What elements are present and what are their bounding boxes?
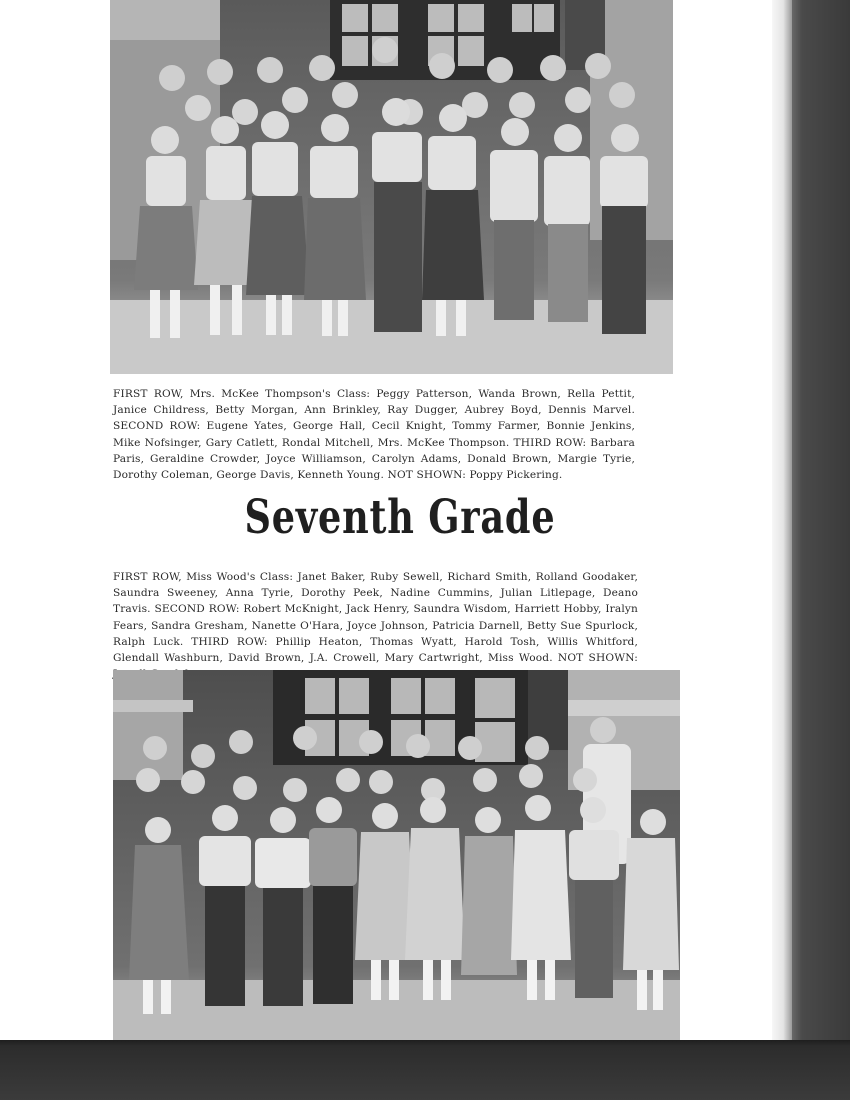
lower-photo-caption: FIRST ROW, Miss Wood's Class: Janet Baker, Ruby Sewell, Richard Smith, Rolland Goodaker, Saundra Sweeney, Anna Tyrie, Dorothy Peek, Nadine Cummins, Julian Litlepage, Deano Travis. SECOND ROW: Robert McKnight, Jack Henry, Saundra Wisdom, Harriett Hobby, Iralyn Fears, Sandra Gresham, Nanette O'Hara, Joyce Johnson, Patricia Darnell, Betty Sue Spurlock, Ralph Luck. THIRD ROW: Phillip Heaton, Thomas Wyatt, Harold Tosh, Willis Whitford, Glendall Washburn, David Brown, J.A. Crowell, Mary Cartwright, Miss Wood. NOT SHOWN:	[113, 571, 638, 665]
page-edge	[770, 0, 792, 1045]
book-binding-shadow	[790, 0, 850, 1100]
upper-photo-caption: FIRST ROW, Mrs. McKee Thompson's Class: Peggy Patterson, Wanda Brown, Rella Pettit, Janice Childress, Betty Morgan, Ann Brinkley, Ray Dugger, Aubrey Boyd, Dennis Marvel. SECOND ROW: Eugene Yates, George Hall, Cecil Knight, Tommy Farmer, Bonnie Jenkins, Mike Nofsinger, Gary Catlett, Rondal Mitchell, Mrs. McKee Thompson. THIRD ROW: Barbara Paris, Geraldine Crowder, Joyce Williamson, Carolyn Adams, Donald Brown, Margie Tyrie, Dorothy Coleman, George Davis, Kenneth Young. NOT SHOWN: Poppy Pickering.	[113, 388, 635, 482]
class-photo-wood	[113, 670, 680, 1040]
class-photo-wood-image	[113, 670, 680, 1040]
scanner-bottom-edge	[0, 1040, 850, 1100]
page-title: Seventh Grade	[244, 490, 556, 545]
class-photo-thompson-image	[110, 0, 673, 374]
class-photo-thompson	[110, 0, 673, 374]
